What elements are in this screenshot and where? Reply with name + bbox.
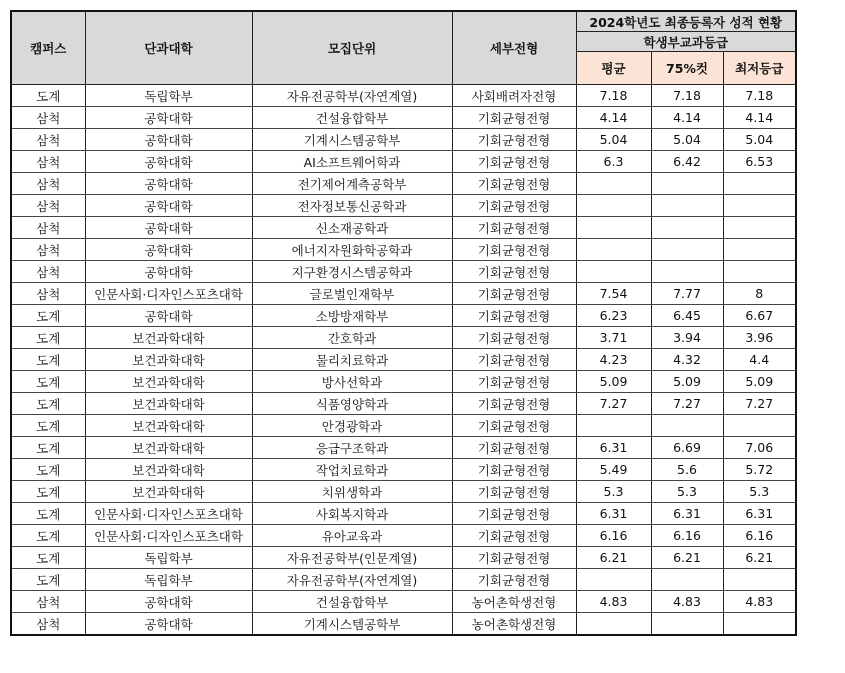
cell-track: 농어촌학생전형 xyxy=(452,591,576,613)
cell-min: 6.21 xyxy=(723,547,796,569)
cell-avg: 6.23 xyxy=(576,305,651,327)
cell-college: 독립학부 xyxy=(85,85,252,107)
cell-min: 7.18 xyxy=(723,85,796,107)
cell-avg: 4.23 xyxy=(576,349,651,371)
cell-avg xyxy=(576,613,651,636)
table-row xyxy=(11,261,796,283)
cell-min: 4.14 xyxy=(723,107,796,129)
cell-min: 4.83 xyxy=(723,591,796,613)
table-row xyxy=(11,613,796,636)
cell-p75: 5.3 xyxy=(651,481,723,503)
cell-campus: 도계 xyxy=(11,437,85,459)
cell-avg: 6.3 xyxy=(576,151,651,173)
cell-p75 xyxy=(651,239,723,261)
table-row xyxy=(11,239,796,261)
cell-track: 기회균형전형 xyxy=(452,283,576,305)
cell-unit: 자유전공학부(인문계열) xyxy=(252,547,452,569)
header-college: 단과대학 xyxy=(85,11,252,85)
header-title: 2024학년도 최종등록자 성적 현황 xyxy=(576,11,796,32)
cell-min xyxy=(723,569,796,591)
header-campus: 캠퍼스 xyxy=(11,11,85,85)
cell-avg: 7.54 xyxy=(576,283,651,305)
cell-track: 기회균형전형 xyxy=(452,415,576,437)
cell-p75: 5.04 xyxy=(651,129,723,151)
cell-unit: 치위생학과 xyxy=(252,481,452,503)
table-row xyxy=(11,503,796,525)
cell-p75: 7.18 xyxy=(651,85,723,107)
cell-track: 기회균형전형 xyxy=(452,547,576,569)
table-row xyxy=(11,459,796,481)
cell-track: 기회균형전형 xyxy=(452,349,576,371)
cell-campus: 도계 xyxy=(11,415,85,437)
cell-avg: 5.49 xyxy=(576,459,651,481)
cell-track: 기회균형전형 xyxy=(452,217,576,239)
cell-unit: 유아교육과 xyxy=(252,525,452,547)
table-row xyxy=(11,173,796,195)
cell-college: 보건과학대학 xyxy=(85,349,252,371)
cell-unit: 응급구조학과 xyxy=(252,437,452,459)
table-row xyxy=(11,525,796,547)
cell-campus: 삼척 xyxy=(11,151,85,173)
cell-min xyxy=(723,195,796,217)
cell-avg: 7.18 xyxy=(576,85,651,107)
cell-unit: 지구환경시스템공학과 xyxy=(252,261,452,283)
cell-avg: 4.83 xyxy=(576,591,651,613)
cell-avg: 6.16 xyxy=(576,525,651,547)
cell-campus: 도계 xyxy=(11,481,85,503)
cell-avg: 6.31 xyxy=(576,503,651,525)
table-row xyxy=(11,327,796,349)
table-row xyxy=(11,415,796,437)
cell-min xyxy=(723,239,796,261)
table-row xyxy=(11,569,796,591)
cell-avg xyxy=(576,415,651,437)
table-row xyxy=(11,217,796,239)
cell-track: 기회균형전형 xyxy=(452,393,576,415)
cell-campus: 도계 xyxy=(11,305,85,327)
cell-min: 6.16 xyxy=(723,525,796,547)
cell-min: 6.31 xyxy=(723,503,796,525)
cell-unit: 글로벌인재학부 xyxy=(252,283,452,305)
header-p75: 75%컷 xyxy=(651,52,723,85)
cell-unit: 기계시스템공학부 xyxy=(252,129,452,151)
cell-avg: 6.31 xyxy=(576,437,651,459)
cell-p75 xyxy=(651,195,723,217)
header-track: 세부전형 xyxy=(452,11,576,85)
cell-college: 보건과학대학 xyxy=(85,415,252,437)
cell-min: 6.67 xyxy=(723,305,796,327)
cell-p75 xyxy=(651,261,723,283)
cell-p75: 7.27 xyxy=(651,393,723,415)
cell-track: 기회균형전형 xyxy=(452,239,576,261)
cell-p75: 4.14 xyxy=(651,107,723,129)
cell-min: 5.09 xyxy=(723,371,796,393)
cell-min: 4.4 xyxy=(723,349,796,371)
cell-college: 독립학부 xyxy=(85,569,252,591)
cell-avg: 4.14 xyxy=(576,107,651,129)
cell-campus: 삼척 xyxy=(11,195,85,217)
cell-unit: 방사선학과 xyxy=(252,371,452,393)
header-subtitle: 학생부교과등급 xyxy=(576,32,796,52)
table-row xyxy=(11,129,796,151)
cell-college: 인문사회·디자인스포츠대학 xyxy=(85,525,252,547)
cell-college: 공학대학 xyxy=(85,195,252,217)
cell-campus: 삼척 xyxy=(11,107,85,129)
cell-campus: 도계 xyxy=(11,85,85,107)
cell-college: 보건과학대학 xyxy=(85,327,252,349)
table-row xyxy=(11,349,796,371)
cell-min xyxy=(723,261,796,283)
cell-track: 기회균형전형 xyxy=(452,459,576,481)
cell-min: 5.72 xyxy=(723,459,796,481)
table-row xyxy=(11,195,796,217)
cell-campus: 도계 xyxy=(11,525,85,547)
cell-campus: 삼척 xyxy=(11,261,85,283)
table-row xyxy=(11,393,796,415)
cell-campus: 삼척 xyxy=(11,129,85,151)
cell-college: 공학대학 xyxy=(85,129,252,151)
cell-track: 기회균형전형 xyxy=(452,305,576,327)
cell-college: 보건과학대학 xyxy=(85,437,252,459)
cell-campus: 도계 xyxy=(11,393,85,415)
cell-campus: 도계 xyxy=(11,503,85,525)
header-unit: 모집단위 xyxy=(252,11,452,85)
cell-college: 공학대학 xyxy=(85,261,252,283)
cell-campus: 삼척 xyxy=(11,217,85,239)
cell-min: 7.27 xyxy=(723,393,796,415)
table-body xyxy=(11,85,796,636)
cell-college: 공학대학 xyxy=(85,173,252,195)
cell-avg xyxy=(576,195,651,217)
cell-min xyxy=(723,415,796,437)
cell-college: 보건과학대학 xyxy=(85,459,252,481)
cell-college: 공학대학 xyxy=(85,591,252,613)
cell-p75 xyxy=(651,217,723,239)
table-row xyxy=(11,305,796,327)
cell-campus: 삼척 xyxy=(11,239,85,261)
cell-track: 기회균형전형 xyxy=(452,569,576,591)
cell-p75: 4.83 xyxy=(651,591,723,613)
cell-track: 기회균형전형 xyxy=(452,261,576,283)
grade-table-container xyxy=(10,10,797,636)
cell-track: 사회배려자전형 xyxy=(452,85,576,107)
cell-p75 xyxy=(651,415,723,437)
cell-p75: 7.77 xyxy=(651,283,723,305)
cell-unit: 간호학과 xyxy=(252,327,452,349)
cell-unit: 물리치료학과 xyxy=(252,349,452,371)
cell-p75 xyxy=(651,173,723,195)
cell-college: 독립학부 xyxy=(85,547,252,569)
cell-college: 보건과학대학 xyxy=(85,481,252,503)
cell-college: 공학대학 xyxy=(85,239,252,261)
cell-campus: 도계 xyxy=(11,371,85,393)
cell-p75: 4.32 xyxy=(651,349,723,371)
cell-p75 xyxy=(651,569,723,591)
cell-campus: 도계 xyxy=(11,569,85,591)
cell-min xyxy=(723,173,796,195)
cell-campus: 삼척 xyxy=(11,613,85,636)
cell-unit: 안경광학과 xyxy=(252,415,452,437)
cell-campus: 도계 xyxy=(11,327,85,349)
cell-college: 인문사회·디자인스포츠대학 xyxy=(85,283,252,305)
cell-track: 기회균형전형 xyxy=(452,195,576,217)
cell-avg xyxy=(576,239,651,261)
cell-min: 8 xyxy=(723,283,796,305)
cell-unit: 신소재공학과 xyxy=(252,217,452,239)
cell-unit: 식품영양학과 xyxy=(252,393,452,415)
cell-p75: 3.94 xyxy=(651,327,723,349)
cell-avg: 3.71 xyxy=(576,327,651,349)
cell-track: 기회균형전형 xyxy=(452,173,576,195)
cell-avg xyxy=(576,569,651,591)
cell-min: 5.3 xyxy=(723,481,796,503)
cell-track: 농어촌학생전형 xyxy=(452,613,576,636)
cell-campus: 삼척 xyxy=(11,283,85,305)
cell-track: 기회균형전형 xyxy=(452,371,576,393)
cell-track: 기회균형전형 xyxy=(452,327,576,349)
table-row xyxy=(11,85,796,107)
cell-min: 3.96 xyxy=(723,327,796,349)
table-row xyxy=(11,151,796,173)
cell-unit: 전기제어계측공학부 xyxy=(252,173,452,195)
cell-min: 7.06 xyxy=(723,437,796,459)
table-row xyxy=(11,591,796,613)
cell-p75: 6.42 xyxy=(651,151,723,173)
cell-unit: 에너지자원화학공학과 xyxy=(252,239,452,261)
cell-track: 기회균형전형 xyxy=(452,107,576,129)
cell-p75: 5.09 xyxy=(651,371,723,393)
cell-college: 공학대학 xyxy=(85,613,252,636)
cell-college: 공학대학 xyxy=(85,107,252,129)
cell-p75: 6.31 xyxy=(651,503,723,525)
cell-college: 인문사회·디자인스포츠대학 xyxy=(85,503,252,525)
table-row xyxy=(11,547,796,569)
cell-avg: 7.27 xyxy=(576,393,651,415)
cell-unit: 사회복지학과 xyxy=(252,503,452,525)
table-row xyxy=(11,481,796,503)
cell-avg xyxy=(576,173,651,195)
cell-avg: 6.21 xyxy=(576,547,651,569)
cell-p75: 6.21 xyxy=(651,547,723,569)
cell-track: 기회균형전형 xyxy=(452,151,576,173)
grade-table xyxy=(10,10,797,636)
cell-college: 공학대학 xyxy=(85,305,252,327)
cell-college: 보건과학대학 xyxy=(85,393,252,415)
cell-avg: 5.09 xyxy=(576,371,651,393)
cell-avg xyxy=(576,261,651,283)
cell-avg: 5.3 xyxy=(576,481,651,503)
cell-unit: 전자정보통신공학과 xyxy=(252,195,452,217)
cell-p75: 6.16 xyxy=(651,525,723,547)
cell-unit: 자유전공학부(자연계열) xyxy=(252,85,452,107)
cell-track: 기회균형전형 xyxy=(452,129,576,151)
cell-p75: 6.69 xyxy=(651,437,723,459)
cell-campus: 삼척 xyxy=(11,173,85,195)
cell-p75: 6.45 xyxy=(651,305,723,327)
cell-p75: 5.6 xyxy=(651,459,723,481)
cell-campus: 도계 xyxy=(11,349,85,371)
cell-min: 6.53 xyxy=(723,151,796,173)
cell-track: 기회균형전형 xyxy=(452,503,576,525)
cell-unit: 소방방재학부 xyxy=(252,305,452,327)
cell-track: 기회균형전형 xyxy=(452,437,576,459)
cell-track: 기회균형전형 xyxy=(452,525,576,547)
cell-campus: 삼척 xyxy=(11,591,85,613)
cell-college: 공학대학 xyxy=(85,217,252,239)
cell-min: 5.04 xyxy=(723,129,796,151)
header-min: 최저등급 xyxy=(723,52,796,85)
table-row xyxy=(11,437,796,459)
table-row xyxy=(11,107,796,129)
cell-p75 xyxy=(651,613,723,636)
cell-min xyxy=(723,613,796,636)
table-row xyxy=(11,283,796,305)
cell-unit: 기계시스템공학부 xyxy=(252,613,452,636)
cell-unit: 작업치료학과 xyxy=(252,459,452,481)
cell-avg: 5.04 xyxy=(576,129,651,151)
table-row xyxy=(11,371,796,393)
cell-avg xyxy=(576,217,651,239)
table-header xyxy=(11,11,796,85)
cell-campus: 도계 xyxy=(11,459,85,481)
cell-unit: 자유전공학부(자연계열) xyxy=(252,569,452,591)
cell-college: 공학대학 xyxy=(85,151,252,173)
header-avg: 평균 xyxy=(576,52,651,85)
cell-track: 기회균형전형 xyxy=(452,481,576,503)
cell-unit: AI소프트웨어학과 xyxy=(252,151,452,173)
cell-college: 보건과학대학 xyxy=(85,371,252,393)
cell-campus: 도계 xyxy=(11,547,85,569)
cell-unit: 건설융합학부 xyxy=(252,591,452,613)
cell-unit: 건설융합학부 xyxy=(252,107,452,129)
cell-min xyxy=(723,217,796,239)
